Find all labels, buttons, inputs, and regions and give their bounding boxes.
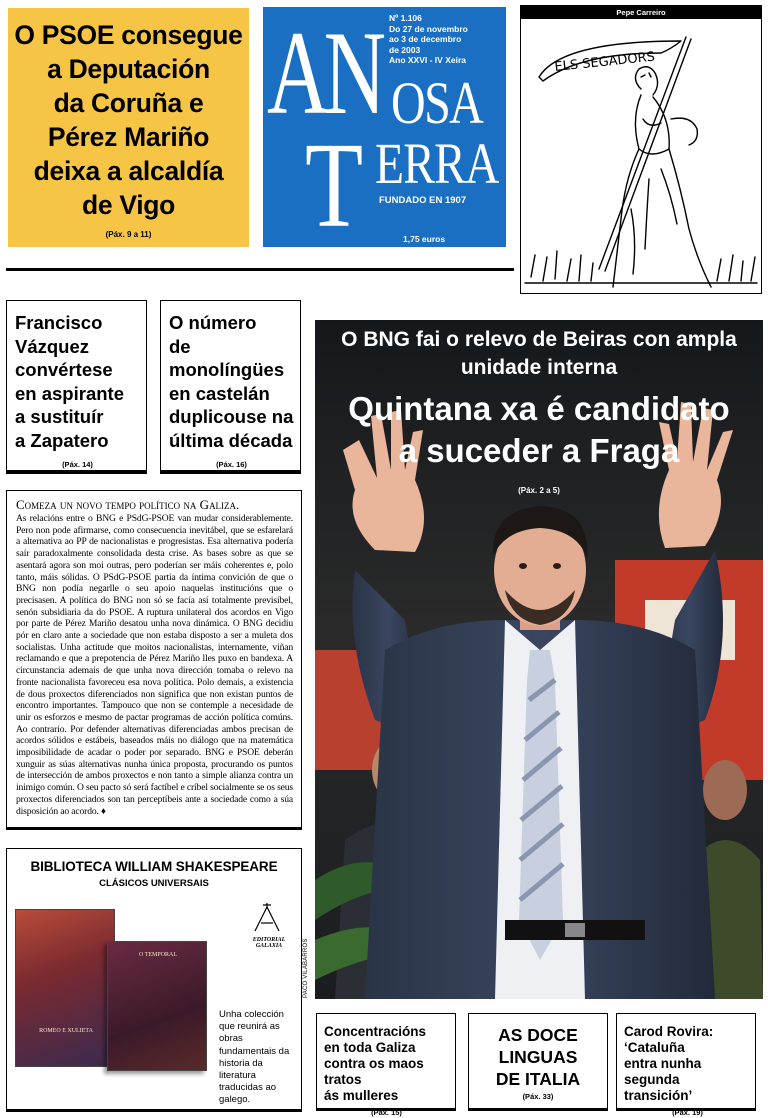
bottom-pages: (Páx. 15) bbox=[371, 1108, 402, 1117]
bottom-headline-line: AS DOCE bbox=[498, 1025, 578, 1045]
cartoon-drawing bbox=[521, 19, 761, 292]
cartoon-caption: ELS SEGADORS bbox=[553, 49, 656, 75]
editorial-body: As relacións entre o BNG e PSdG-PSOE van mudar considerablemente. Pero non pode afirmarse, como consecuencia inevitábel, que se esfarelará a alternativa ao PP de nacionalistas e progresistas. Esa alternativa podería saír paradoxalmente consolidada desta crise. As bases sobre as que se asentará agora son moi outras, pero poderían ser máis coherentes e, polo tanto, máis sólidas. O PSdG-PSOE partía da íntima convición de que o BNG non podía negarlle o seu apoio naquelas institucións que o precisasen. A política do BNG non só se facía así totalmente previsíbel, senón subsidiaria da do PSOE. A ruptura unilateral dos acordos en Vigo por parte de Pérez Mariño desatou unha nova dinámica. O BNG decidiu pór en claro ante a sociedade que non estaba disposto a ser a muleta dos socialistas. Unha actitude que moitos nacionalistas, internamente, viñan reclamando e que a prepotencia de Pérez Mariño lles puxo en bandexa. A circunstancia ademais de que unha nova dirección tomaba o relevo na fronte nacionalista favoreceu esa nova política. Polo demais, a existencia de dous proxectos diferenciados non significa que non existan puntos de encontro importantes. Tampouco que non se contemple a necesidade de unir os esforzos e mesmo de pactar programas de acción política comúns. Ao contrario. Por defender alternativas diferenciadas ambos precisan de acordos sólidos e estábeis, baseados máis no diálogo que na matemática imposibilidade de acadar o poder por separado. BNG e PSOE deberán xunguir as súas alternativas nunha única proposta, procurando os puntos de intersección de ambos proxectos e non tanto a simple alianza contra un inimigo común. O seu pacto só será factíbel e críbel socialmente se os seus proxectos diferenciados son tan perceptíbeis ante a sociedade como a súa disposición ao acordo. ♦ bbox=[16, 513, 293, 817]
top-headline-line: da Coruña e bbox=[53, 88, 204, 118]
main-story-headline: Quintana xa é candidato bbox=[348, 390, 730, 427]
bottom-headline-line: ás mulleres bbox=[324, 1088, 399, 1103]
bottom-story-box[interactable] bbox=[468, 1013, 608, 1111]
masthead-title-an: AN bbox=[267, 7, 381, 139]
sidebar-pages: (Páx. 16) bbox=[216, 460, 247, 469]
sidebar-headline-line: convértese bbox=[15, 359, 113, 380]
main-story-kicker: O BNG fai o relevo de Beiras con ampla bbox=[341, 328, 737, 351]
ad-subtitle: CLÁSICOS UNIVERSAIS bbox=[99, 878, 209, 889]
bottom-headline-line: segunda transición’ bbox=[624, 1072, 693, 1103]
sidebar-headline-line: en aspirante bbox=[15, 382, 124, 404]
bottom-headline-line: DE ITALIA bbox=[495, 1069, 581, 1089]
photo-credit: PACO VILABARROS bbox=[303, 938, 309, 998]
editorial-title bbox=[16, 497, 293, 513]
issue-number: Nº 1.106 bbox=[389, 13, 422, 23]
bottom-headline-line: LINGUAS bbox=[498, 1047, 578, 1067]
top-headline-line: a Deputación bbox=[47, 54, 210, 84]
issue-year: Ano XXVI - IV Xeira bbox=[389, 55, 466, 65]
sidebar-story-box[interactable] bbox=[6, 300, 147, 474]
bottom-headline-line: Concentracións bbox=[324, 1024, 427, 1039]
sidebar-headline-line: monolíngües bbox=[169, 359, 285, 380]
top-headline-line: O PSOE consegue bbox=[14, 20, 243, 50]
top-rule bbox=[6, 268, 514, 271]
editorial-title-part: omeza un novo tempo político na bbox=[24, 497, 200, 512]
bottom-pages: (Páx. 33) bbox=[522, 1092, 554, 1101]
book-title: ROMEO E XULIETA bbox=[39, 1028, 93, 1034]
sidebar-headline-line: de bbox=[169, 335, 191, 357]
masthead[interactable] bbox=[263, 7, 506, 247]
publisher-name: EDITORIAL GALAXIA bbox=[252, 937, 286, 949]
main-story-headline: a suceder a Fraga bbox=[398, 432, 680, 469]
masthead-title-osa: OSA bbox=[391, 70, 483, 136]
masthead-info bbox=[389, 13, 501, 66]
issue-dates: ao 3 de decembro bbox=[389, 34, 462, 44]
book-cover-2 bbox=[107, 941, 207, 1071]
bottom-headline-line: Carod Rovira: bbox=[624, 1024, 714, 1039]
galaxia-logo-icon bbox=[247, 901, 287, 935]
sidebar-headline-line: duplicouse na bbox=[169, 406, 294, 427]
sidebar-story-box[interactable] bbox=[160, 300, 301, 474]
bottom-headline-line: ‘Cataluña bbox=[624, 1040, 685, 1055]
top-headline-box[interactable] bbox=[8, 8, 249, 247]
top-headline-line: Pérez Mariño bbox=[47, 122, 210, 152]
masthead-title-erra: ERRA bbox=[375, 131, 499, 196]
ad-description: Unha colección que reunirá as obras fundamentais da historia da literatura traducidas ao galego. bbox=[219, 1009, 290, 1106]
book-cover-1 bbox=[15, 909, 115, 1067]
bottom-headline-line: contra os maos tratos bbox=[324, 1056, 424, 1087]
editorial[interactable] bbox=[6, 490, 302, 830]
sidebar-headline-line: O número bbox=[169, 312, 257, 333]
founded-label: FUNDADO EN 1907 bbox=[379, 195, 467, 206]
main-story-photo[interactable] bbox=[315, 320, 763, 999]
price-label: 1,75 euros bbox=[403, 234, 446, 244]
editorial-title-part: C bbox=[16, 497, 25, 512]
sidebar-headline-line: a Zapatero bbox=[15, 429, 109, 451]
cartoon-box[interactable] bbox=[520, 5, 762, 294]
shakespeare-ad[interactable] bbox=[6, 848, 302, 1112]
top-headline-line: de Vigo bbox=[81, 190, 176, 220]
issue-dates: Do 27 de novembro bbox=[389, 23, 468, 34]
cartoon-author: Pepe Carreiro bbox=[521, 6, 761, 19]
main-story-pages: (Páx. 2 a 5) bbox=[518, 486, 560, 495]
bottom-headline-line: entra nunha bbox=[624, 1056, 702, 1071]
top-headline-pages: (Páx. 9 a 11) bbox=[105, 230, 152, 239]
sidebar-pages: (Páx. 14) bbox=[62, 460, 93, 469]
book-title: O TEMPORAL bbox=[138, 952, 178, 958]
bottom-headline-line: en toda Galiza bbox=[324, 1040, 416, 1055]
bottom-story-box[interactable] bbox=[616, 1013, 756, 1117]
sidebar-headline-line: Vázquez bbox=[15, 335, 90, 357]
bottom-story-box[interactable] bbox=[316, 1013, 456, 1117]
top-headline-line: deixa a alcaldía bbox=[33, 156, 224, 186]
sidebar-headline-line: Francisco bbox=[15, 312, 103, 333]
main-story-kicker: unidade interna bbox=[460, 356, 618, 379]
sidebar-headline-line: a sustituír bbox=[15, 406, 104, 427]
sidebar-headline-line: última década bbox=[169, 429, 293, 451]
sidebar-headline-line: en castelán bbox=[169, 382, 270, 404]
editorial-title-part: G bbox=[199, 497, 210, 512]
bottom-pages: (Páx. 19) bbox=[672, 1108, 703, 1117]
masthead-title-t: T bbox=[305, 118, 364, 247]
ad-title: BIBLIOTECA WILLIAM SHAKESPEARE bbox=[30, 859, 278, 874]
editorial-title-part: aliza. bbox=[209, 497, 240, 512]
issue-dates: de 2003 bbox=[389, 44, 421, 55]
